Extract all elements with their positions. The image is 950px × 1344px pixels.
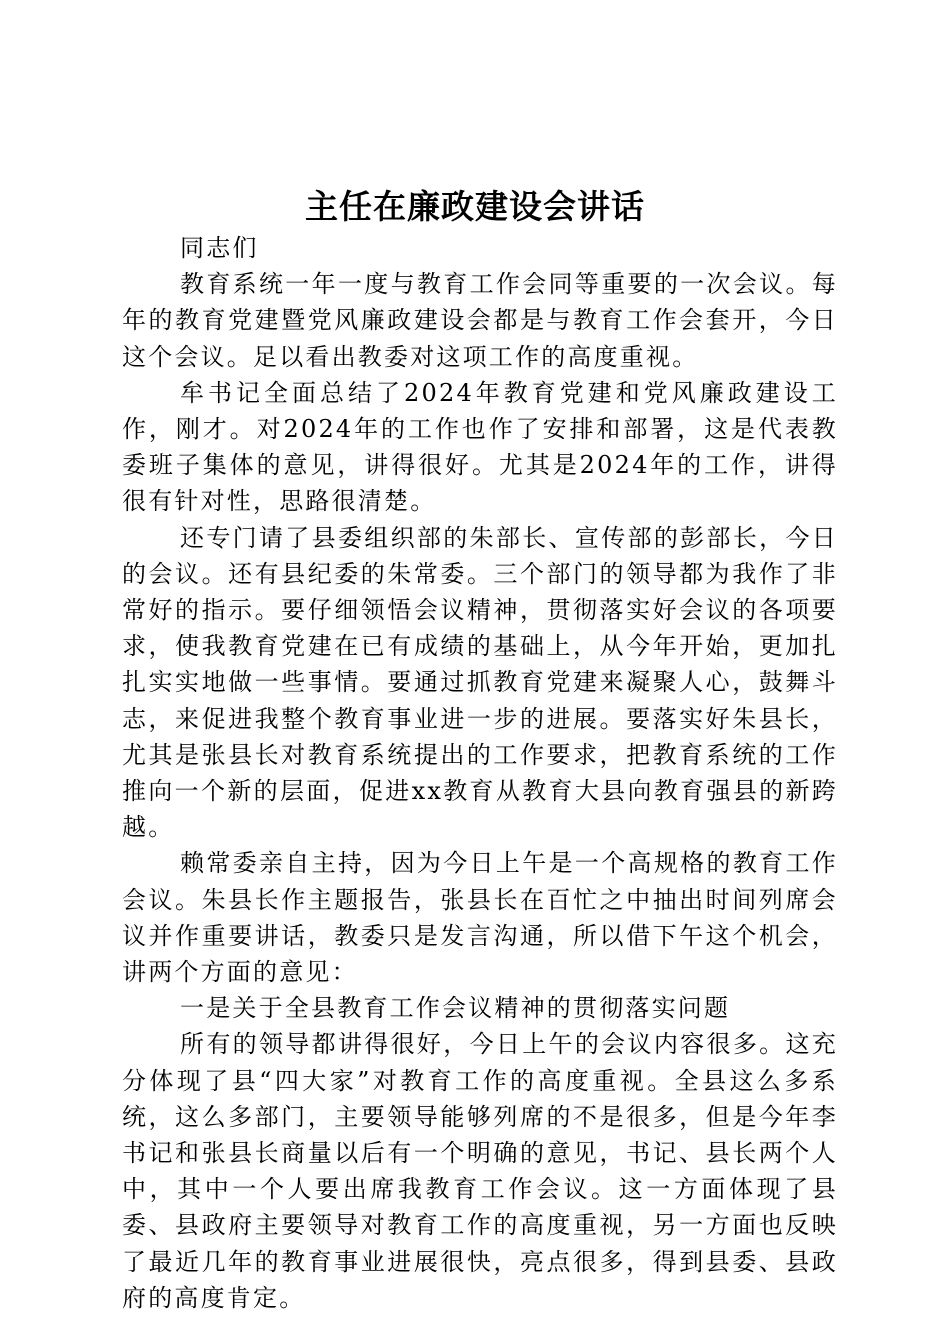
body-paragraph: 还专门请了县委组织部的朱部长、宣传部的彭部长，今日的会议。还有县纪委的朱常委。三个部门的领导都为我作了非常好的指示。要仔细领悟会议精神，贯彻落实好会议的各项要求，使我教育党建在已有成绩的基础上，从今年开始，更加扎扎实实地做一些事情。要通过抓教育党建来凝聚人心，鼓舞斗志，来促进我整个教育事业进一步的进展。要落实好朱县长，尤其是张县长对教育系统提出的工作要求，把教育系统的工作推向一个新的层面，促进xx教育从教育大县向教育强县的新跨越。 [122,523,838,842]
body-paragraph: 赖常委亲自主持，因为今日上午是一个高规格的教育工作会议。朱县长作主题报告，张县长在百忙之中抽出时间列席会议并作重要讲话，教委只是发言沟通，所以借下午这个机会，讲两个方面的意见： [122,849,838,987]
body-paragraph: 牟书记全面总结了2024年教育党建和党风廉政建设工作，刚才。对2024年的工作也作了安排和部署，这是代表教委班子集体的意见，讲得很好。尤其是2024年的工作，讲得很有针对性，思路很清楚。 [122,378,838,516]
document-body [122,230,838,1316]
body-paragraph: 教育系统一年一度与教育工作会同等重要的一次会议。每年的教育党建暨党风廉政建设会都是与教育工作会套开，今日这个会议。足以看出教委对这项工作的高度重视。 [122,270,838,371]
document-title: 主任在廉政建设会讲话 [305,187,645,226]
section-heading: 一是关于全县教育工作会议精神的贯彻落实问题 [180,994,731,1023]
body-paragraph: 所有的领导都讲得很好，今日上午的会议内容很多。这充分体现了县“四大家”对教育工作的高度重视。全县这么多系统，这么多部门，主要领导能够列席的不是很多，但是今年李书记和张县长商量以后有一个明确的意见，书记、县长两个人中，其中一个人要出席我教育工作会议。这一方面体现了县委、县政府主要领导对教育工作的高度重视，另一方面也反映了最近几年的教育事业进展很快，亮点很多，得到县委、县政府的高度肯定。 [122,1030,838,1312]
salutation-paragraph: 同志们 [180,234,259,262]
